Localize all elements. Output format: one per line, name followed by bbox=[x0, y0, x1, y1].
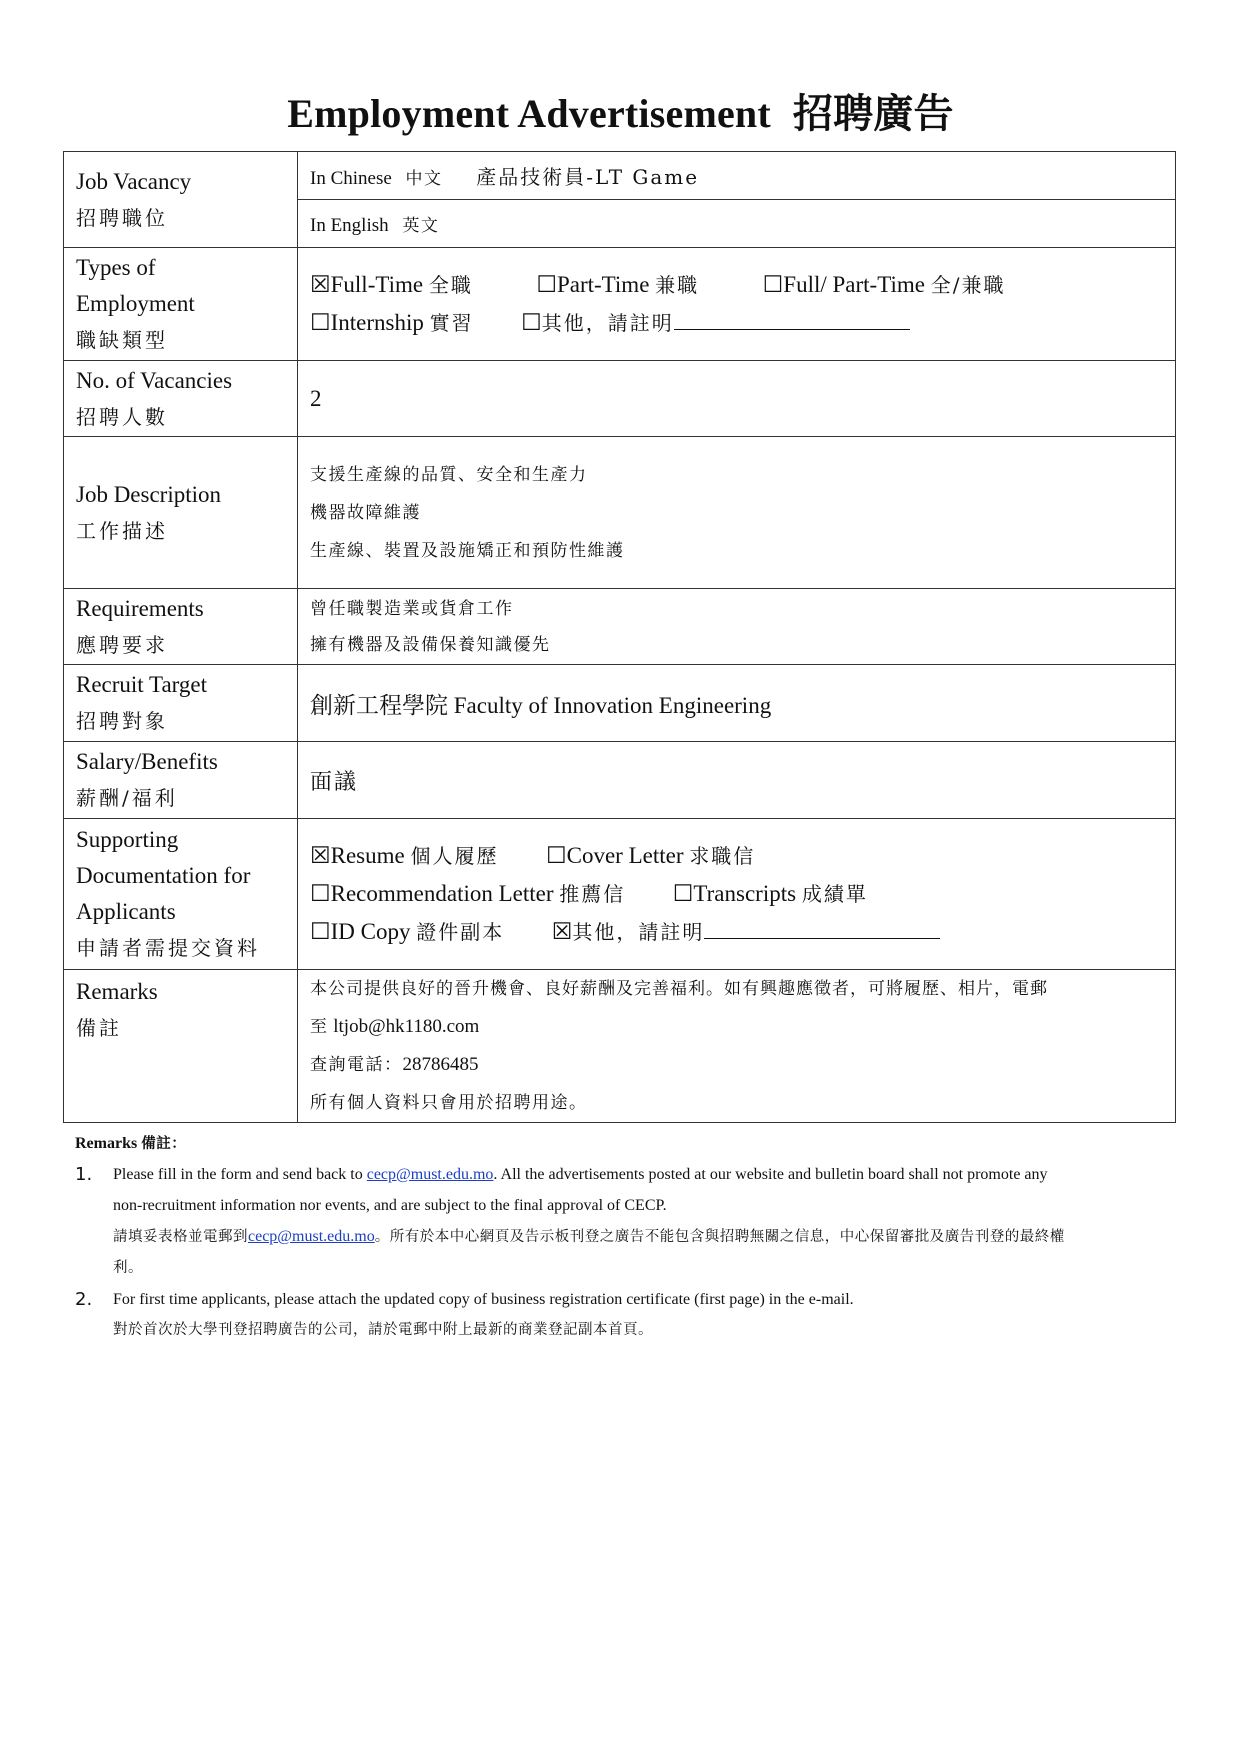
footer-item-1-zh-line2: 利。 bbox=[113, 1260, 143, 1276]
remarks-value[interactable] bbox=[298, 970, 1176, 1123]
vacancies-label-zh: 招聘人數 bbox=[76, 404, 168, 429]
requirements-label bbox=[64, 589, 298, 665]
job-vacancy-label-en: Job Vacancy bbox=[76, 168, 192, 194]
footer-item-1-en-line2: non-recruitment information nor events, and are subject to the final approval of CECP. bbox=[113, 1197, 667, 1214]
remarks-label-en: Remarks bbox=[76, 979, 158, 1004]
supporting-docs-options bbox=[298, 819, 1176, 970]
footer-head-en: Remarks bbox=[75, 1135, 138, 1152]
requirements-label-zh: 應聘要求 bbox=[76, 632, 168, 657]
recruit-target-value[interactable]: 創新工程學院 Faculty of Innovation Engineering bbox=[298, 665, 1176, 742]
title-zh: 招聘廣告 bbox=[792, 90, 954, 137]
full-time-checkbox[interactable]: ☒Full-Time 全職 bbox=[310, 272, 473, 297]
page-title bbox=[0, 82, 1241, 139]
vacancies-label-en: No. of Vacancies bbox=[76, 367, 233, 393]
remarks-line: 所有個人資料只會用於招聘用途。 bbox=[310, 1093, 588, 1113]
employment-type-options bbox=[298, 248, 1176, 361]
other-docs-checkbox[interactable]: ☒其他，請註明 bbox=[551, 919, 705, 944]
cecp-email-link[interactable]: cecp@must.edu.mo bbox=[366, 1166, 494, 1183]
footer-item-2-zh: 對於首次於大學刊登招聘廣告的公司，請於電郵中附上最新的商業登記副本首頁。 bbox=[113, 1322, 653, 1338]
salary-value[interactable]: 面議 bbox=[298, 742, 1176, 819]
requirements-value[interactable] bbox=[298, 589, 1176, 665]
footer-item-1-en-prefix: Please fill in the form and send back to bbox=[113, 1166, 363, 1183]
salary-label-zh: 薪酬/福利 bbox=[76, 786, 178, 810]
supporting-docs-label-en-2: Documentation for bbox=[76, 863, 251, 888]
requirement-line: 擁有機器及設備保養知識優先 bbox=[310, 634, 551, 655]
footer-item-1-zh-suffix: 。所有於本中心網頁及告示板刊登之廣告不能包含與招聘無關之信息，中心保留審批及廣告刊登的最終權 bbox=[374, 1229, 1065, 1245]
other-type-blank-field[interactable] bbox=[674, 311, 910, 330]
requirement-line: 曾任職製造業或貨倉工作 bbox=[310, 598, 514, 619]
job-description-line: 支援生產線的品質、安全和生產力 bbox=[310, 464, 588, 485]
employment-type-label bbox=[64, 248, 298, 361]
transcripts-checkbox[interactable]: ☐Transcripts 成績單 bbox=[672, 881, 868, 906]
in-english-label: In English bbox=[310, 214, 389, 236]
salary-label bbox=[64, 742, 298, 819]
recruit-target-label-en: Recruit Target bbox=[76, 672, 208, 697]
remarks-phone-prefix: 查詢電話： bbox=[310, 1055, 403, 1075]
footer-item-number: 2. bbox=[75, 1289, 93, 1310]
vacancies-row bbox=[64, 361, 1176, 437]
id-copy-checkbox[interactable]: ☐ID Copy 證件副本 bbox=[310, 919, 505, 944]
employment-type-label-zh: 職缺類型 bbox=[76, 328, 168, 352]
contact-phone: 28786485 bbox=[402, 1054, 479, 1075]
employment-type-label-en-2: Employment bbox=[76, 291, 195, 316]
job-description-label-zh: 工作描述 bbox=[76, 518, 168, 543]
footer-item-1-zh-prefix: 請填妥表格並電郵到 bbox=[113, 1229, 248, 1245]
remarks-label-zh: 備註 bbox=[76, 1016, 122, 1040]
job-vacancy-row-chinese bbox=[64, 152, 1176, 200]
job-title-chinese-value: 產品技術員-LT Game bbox=[476, 165, 700, 189]
job-description-line: 生產線、裝置及設施矯正和預防性維護 bbox=[310, 540, 625, 561]
supporting-docs-label-en-1: Supporting bbox=[76, 827, 179, 852]
footer-head-zh: 備註： bbox=[141, 1135, 187, 1152]
remarks-line: 本公司提供良好的晉升機會、良好薪酬及完善福利。如有興趣應徵者，可將履歷、相片，電郵 bbox=[310, 979, 1048, 999]
remarks-email-prefix: 至 bbox=[310, 1017, 329, 1037]
employment-type-label-en-1: Types of bbox=[76, 255, 156, 280]
supporting-docs-label-en-3: Applicants bbox=[76, 899, 176, 924]
remarks-row bbox=[64, 970, 1176, 1123]
other-type-checkbox[interactable]: ☐其他，請註明 bbox=[521, 310, 674, 335]
remarks-label bbox=[64, 970, 298, 1123]
job-description-line: 機器故障維護 bbox=[310, 502, 421, 523]
contact-email[interactable]: ltjob@hk1180.com bbox=[333, 1016, 480, 1037]
advertisement-form bbox=[63, 151, 1176, 1123]
vacancies-value[interactable]: 2 bbox=[298, 361, 1176, 437]
vacancies-label bbox=[64, 361, 298, 437]
recruit-target-label bbox=[64, 665, 298, 742]
job-description-value[interactable] bbox=[298, 437, 1176, 589]
job-vacancy-label bbox=[64, 152, 298, 248]
in-chinese-label-zh: 中文 bbox=[405, 169, 443, 189]
job-vacancy-english-cell[interactable] bbox=[298, 200, 1176, 248]
requirements-row bbox=[64, 589, 1176, 665]
employment-type-row bbox=[64, 248, 1176, 361]
requirements-label-en: Requirements bbox=[76, 595, 204, 621]
supporting-docs-label bbox=[64, 819, 298, 970]
job-description-label-en: Job Description bbox=[76, 481, 222, 507]
title-en: Employment Advertisement bbox=[287, 91, 771, 136]
salary-row bbox=[64, 742, 1176, 819]
footer-remarks bbox=[75, 1128, 1185, 1346]
cover-letter-checkbox[interactable]: ☐Cover Letter 求職信 bbox=[545, 843, 756, 868]
recruit-target-label-zh: 招聘對象 bbox=[76, 709, 168, 733]
cecp-email-link-zh[interactable]: cecp@must.edu.mo bbox=[248, 1228, 375, 1245]
job-vacancy-label-zh: 招聘職位 bbox=[76, 205, 168, 230]
supporting-docs-row bbox=[64, 819, 1176, 970]
footer-item-1-en-suffix: . All the advertisements posted at our website and bulletin board shall not promote any bbox=[493, 1166, 1048, 1183]
job-description-row bbox=[64, 437, 1176, 589]
job-vacancy-chinese-cell[interactable] bbox=[298, 152, 1176, 200]
job-description-label bbox=[64, 437, 298, 589]
internship-checkbox[interactable]: ☐Internship 實習 bbox=[310, 310, 474, 335]
salary-label-en: Salary/Benefits bbox=[76, 749, 218, 774]
footer-item-2 bbox=[75, 1284, 1185, 1346]
resume-checkbox[interactable]: ☒Resume 個人履歷 bbox=[310, 843, 499, 868]
in-chinese-label: In Chinese bbox=[310, 168, 392, 189]
recruit-target-row bbox=[64, 665, 1176, 742]
in-english-label-zh: 英文 bbox=[402, 215, 440, 236]
footer-item-2-en: For first time applicants, please attach the updated copy of business registration certificate (first page) in the e-mail. bbox=[113, 1291, 854, 1308]
footer-item-number: 1. bbox=[75, 1164, 93, 1185]
footer-remarks-heading bbox=[75, 1128, 1185, 1159]
part-time-checkbox[interactable]: ☐Part-Time 兼職 bbox=[536, 272, 700, 297]
footer-item-1 bbox=[75, 1159, 1185, 1284]
other-docs-blank-field[interactable] bbox=[704, 920, 940, 939]
recommendation-letter-checkbox[interactable]: ☐Recommendation Letter 推薦信 bbox=[310, 881, 626, 906]
supporting-docs-label-zh: 申請者需提交資料 bbox=[76, 936, 260, 960]
full-part-time-checkbox[interactable]: ☐Full/ Part-Time 全/兼職 bbox=[762, 272, 1006, 297]
